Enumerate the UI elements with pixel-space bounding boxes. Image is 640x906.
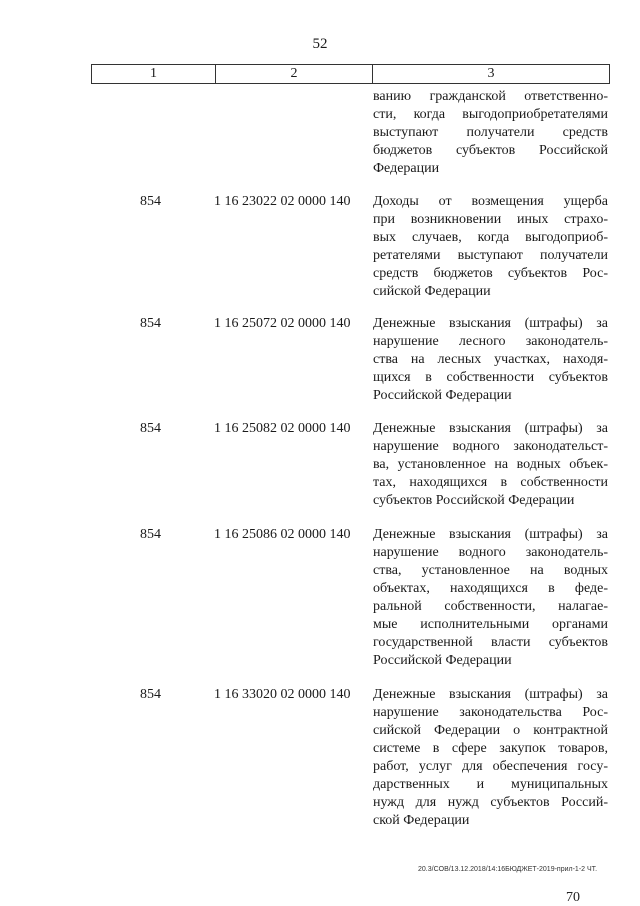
row-description <box>373 193 608 301</box>
admin-code: 854 <box>140 687 161 702</box>
description-line: сийской Федерации <box>373 284 491 299</box>
row-description <box>373 315 608 405</box>
header-col-1: 1 <box>92 65 216 83</box>
description-line: Денежные взыскания (штрафы) за <box>373 316 608 331</box>
page-number: 52 <box>312 36 328 52</box>
description-line: ской Федерации <box>373 813 470 828</box>
description-line: ства на лесных участках, находя- <box>373 352 608 367</box>
budget-classification-code: 1 16 23022 02 0000 140 <box>214 194 351 209</box>
description-line: бюджетов субъектов Российской <box>373 143 608 158</box>
description-line: ретателями выступают получатели <box>373 248 608 263</box>
description-line: нарушение законодательства Рос- <box>373 705 608 720</box>
row-description <box>373 526 608 670</box>
description-line: вых случаев, когда выгодоприоб- <box>373 230 608 245</box>
description-line: дарственных и муниципальных <box>373 777 608 792</box>
description-line: Денежные взыскания (штрафы) за <box>373 527 608 542</box>
description-line: мые исполнительными органами <box>373 617 608 632</box>
description-line: ства, установленное на водных <box>373 563 608 578</box>
description-line: работ, услуг для обеспечения госу- <box>373 759 608 774</box>
description-line: нарушение лесного законодатель- <box>373 334 608 349</box>
description-line: Российской Федерации <box>373 388 512 403</box>
description-line: государственной власти субъектов <box>373 635 608 650</box>
budget-classification-code: 1 16 25072 02 0000 140 <box>214 316 351 331</box>
admin-code: 854 <box>140 194 161 209</box>
description-line: выступают получатели средств <box>373 125 608 140</box>
description-line: нужд для нужд субъектов Россий- <box>373 795 608 810</box>
budget-classification-code: 1 16 25086 02 0000 140 <box>214 527 351 542</box>
budget-classification-code: 1 16 25082 02 0000 140 <box>214 421 351 436</box>
description-line: ва, установленное на водных объек- <box>373 457 608 472</box>
description-line: щихся в собственности субъектов <box>373 370 608 385</box>
description-line: ванию гражданской ответственно- <box>373 89 608 104</box>
footer-file-note: 20.3/COB/13.12.2018/14:16БЮДЖЕТ-2019-прил-1-2 ЧТ. <box>418 866 598 873</box>
header-col-2: 2 <box>216 65 373 83</box>
budget-classification-code: 1 16 33020 02 0000 140 <box>214 687 351 702</box>
admin-code: 854 <box>140 527 161 542</box>
description-line: нарушение водного законодатель- <box>373 545 608 560</box>
table-header <box>91 64 610 84</box>
description-line: Федерации <box>373 161 440 176</box>
corner-page-number: 70 <box>566 890 580 905</box>
row-description <box>373 420 608 510</box>
admin-code: 854 <box>140 316 161 331</box>
description-line: системе в сфере закупок товаров, <box>373 741 608 756</box>
description-line: средств бюджетов субъектов Рос- <box>373 266 608 281</box>
description-line: тах, находящихся в собственности <box>373 475 608 490</box>
description-line: Российской Федерации <box>373 653 512 668</box>
description-line: субъектов Российской Федерации <box>373 493 575 508</box>
description-line: нарушение водного законодательст- <box>373 439 608 454</box>
description-line: объектах, находящихся в феде- <box>373 581 608 596</box>
header-col-3: 3 <box>487 66 495 81</box>
continuation-description <box>373 88 608 178</box>
row-description <box>373 686 608 830</box>
description-line: Денежные взыскания (штрафы) за <box>373 687 608 702</box>
description-line: ральной собственности, налагае- <box>373 599 608 614</box>
description-line: Доходы от возмещения ущерба <box>373 194 608 209</box>
description-line: при возникновении иных страхо- <box>373 212 608 227</box>
description-line: сти, когда выгодоприобретателями <box>373 107 608 122</box>
description-line: Денежные взыскания (штрафы) за <box>373 421 608 436</box>
admin-code: 854 <box>140 421 161 436</box>
description-line: сийской Федерации о контрактной <box>373 723 608 738</box>
